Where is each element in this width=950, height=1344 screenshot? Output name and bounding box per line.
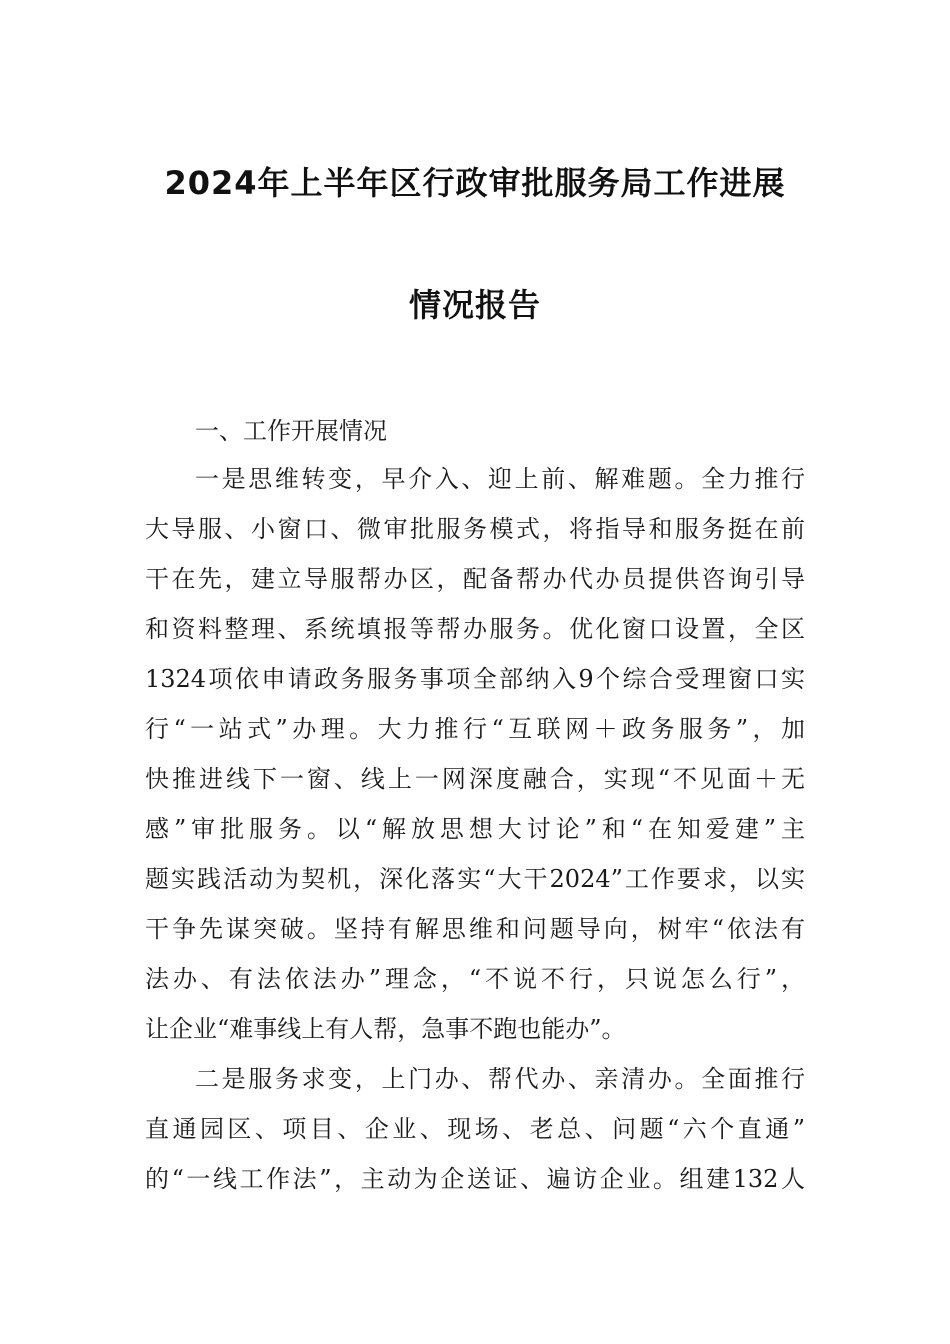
document-title-line-2: 情况报告 [408, 286, 541, 324]
paragraph-1-line: 一是思维转变，早介入、迎上前、解难题。全力推行 [195, 465, 805, 493]
paragraph-2-line: 的“一线工作法”，主动为企送证、遍访企业。组建132人 [145, 1165, 805, 1193]
paragraph-1-line: 干在先，建立导服帮办区，配备帮办代办员提供咨询引导 [145, 565, 805, 593]
paragraph-2-line: 二是服务求变，上门办、帮代办、亲清办。全面推行 [195, 1065, 805, 1093]
section-heading: 一、工作开展情况 [195, 417, 387, 445]
paragraph-1-line: 1324项依申请政务服务事项全部纳入9个综合受理窗口实 [145, 665, 805, 693]
paragraph-1-line: 快推进线下一窗、线上一网深度融合，实现“不见面＋无 [145, 765, 805, 793]
paragraph-1-line: 干争先谋突破。坚持有解思维和问题导向，树牢“依法有 [145, 915, 805, 943]
paragraph-1-line: 行“一站式”办理。大力推行“互联网＋政务服务”，加 [145, 715, 805, 743]
paragraph-1-line: 和资料整理、系统填报等帮办服务。优化窗口设置，全区 [145, 615, 805, 643]
paragraph-1-line: 让企业“难事线上有人帮，急事不跑也能办”。 [145, 1015, 626, 1043]
paragraph-1-line: 大导服、小窗口、微审批服务模式，将指导和服务挺在前 [145, 515, 805, 543]
paragraph-1-line: 法办、有法依法办”理念，“不说不行，只说怎么行”， [145, 965, 805, 993]
document-title-line-1: 2024年上半年区行政审批服务局工作进展 [164, 164, 786, 202]
paragraph-2-line: 直通园区、项目、企业、现场、老总、问题“六个直通” [145, 1115, 805, 1143]
paragraph-1-line: 感”审批服务。以“解放思想大讨论”和“在知爱建”主 [145, 815, 805, 843]
paragraph-1-line: 题实践活动为契机，深化落实“大干2024”工作要求，以实 [145, 865, 805, 893]
